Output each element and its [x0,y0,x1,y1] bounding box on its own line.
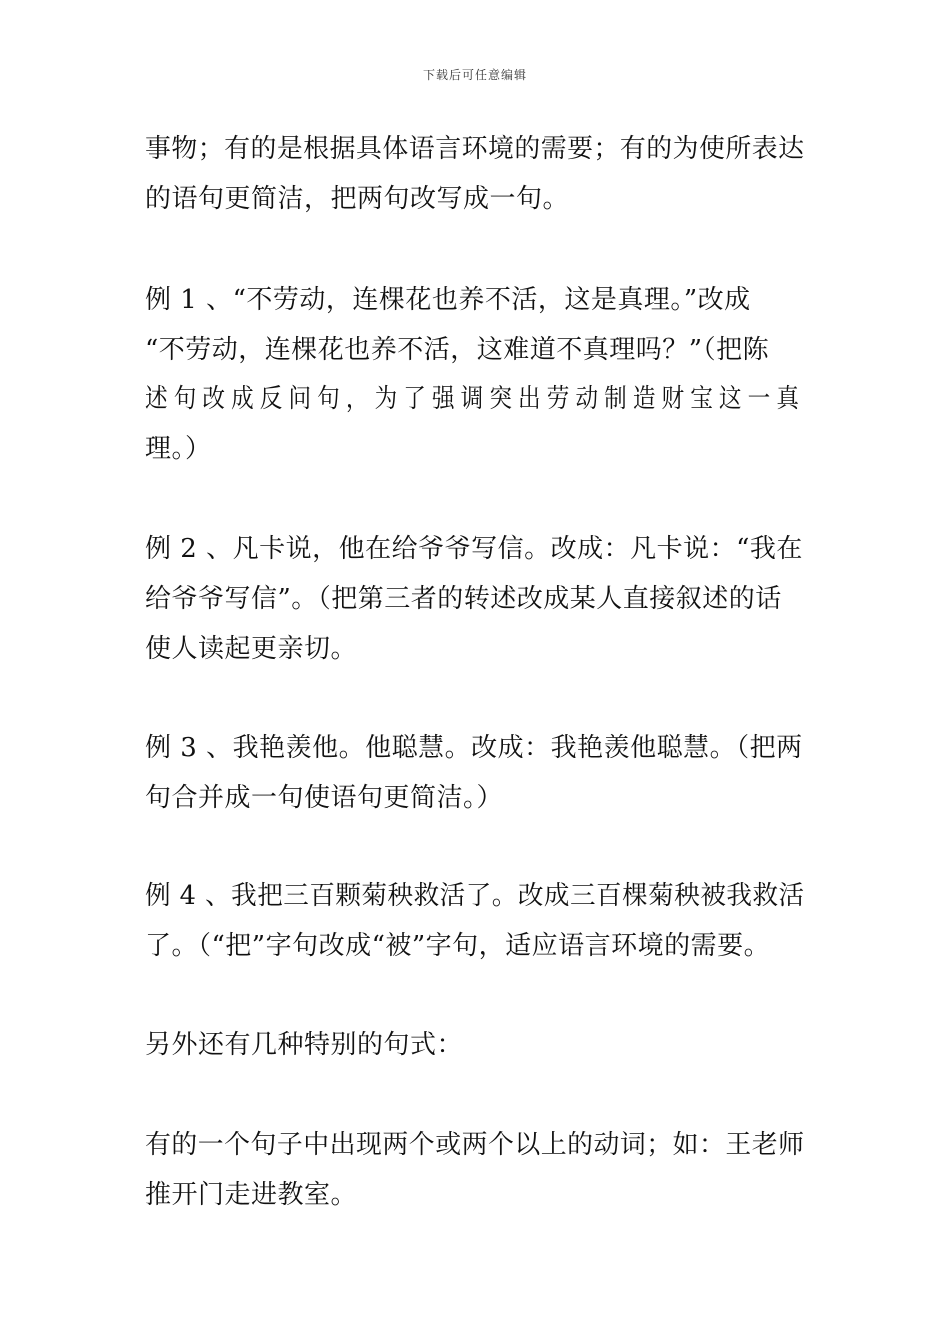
paragraph-1-line-1: “不劳动，连棵花也养不活，这难道不真理吗？”（把陈 [145,335,770,365]
paragraph-5-line-0: 另外还有几种特别的句式： [145,1030,464,1060]
page-header: 下载后可任意编辑 [422,68,527,82]
paragraph-4-line-0: 例 4 、我把三百颗菊秧救活了。改成三百棵菊秧被我救活 [145,881,805,911]
paragraph-1-line-0: 例 1 、“不劳动，连棵花也养不活，这是真理。”改成 [145,285,751,315]
paragraph-2-line-2: 使人读起更亲切。 [145,634,358,664]
paragraph-1-line-2: 述句改成反问句，为了强调突出劳动制造财宝这一真 [145,384,806,414]
paragraph-6-line-1: 推开门走进教室。 [145,1180,358,1210]
paragraph-4-line-1: 了。（“把”字句改成“被”字句，适应语言环境的需要。 [145,931,771,961]
paragraph-3-line-1: 句合并成一句使语句更简洁。） [145,783,504,813]
paragraph-1-line-3: 理。） [145,434,212,464]
paragraph-0-line-1: 的语句更简洁，把两句改写成一句。 [145,184,570,214]
paragraph-3-line-0: 例 3 、我艳羡他。他聪慧。改成：我艳羡他聪慧。（把两 [145,733,803,763]
paragraph-2-line-1: 给爷爷写信”。（把第三者的转述改成某人直接叙述的话 [145,584,782,614]
paragraph-0-line-0: 事物；有的是根据具体语言环境的需要；有的为使所表达 [145,134,805,164]
paragraph-6-line-0: 有的一个句子中出现两个或两个以上的动词；如：王老师 [145,1130,805,1160]
paragraph-2-line-0: 例 2 、凡卡说，他在给爷爷写信。改成：凡卡说：“我在 [145,534,803,564]
